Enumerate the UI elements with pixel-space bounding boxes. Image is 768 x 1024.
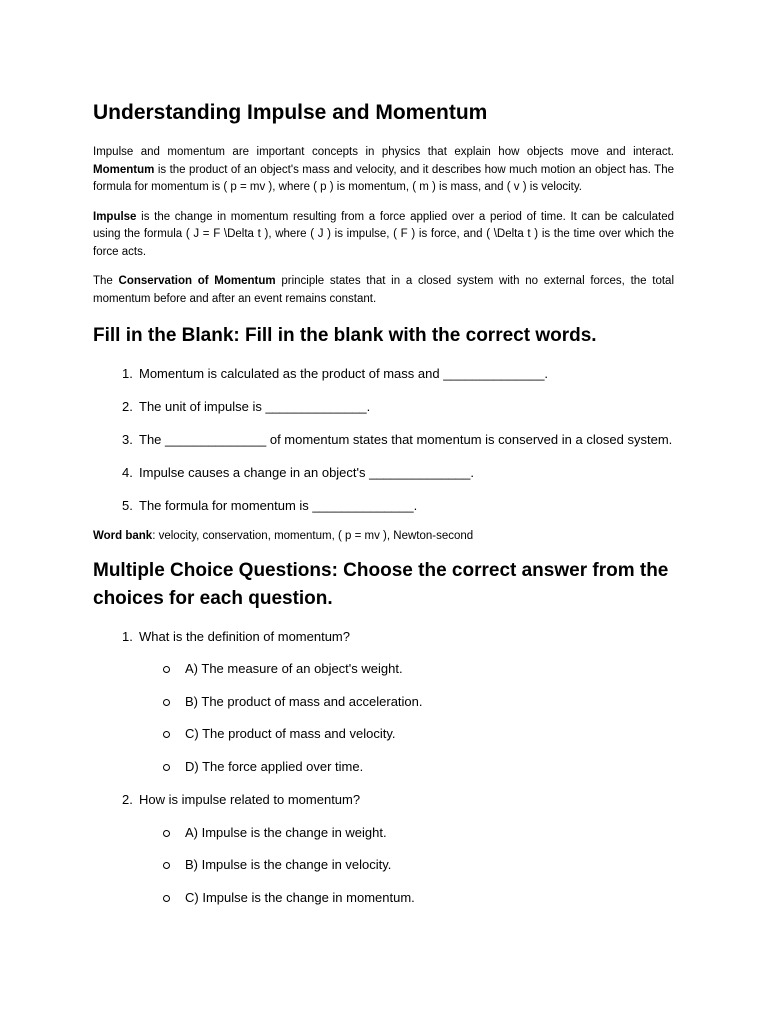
circle-bullet-icon <box>163 862 170 869</box>
multiple-choice-list <box>93 627 674 647</box>
option-text: B) Impulse is the change in velocity. <box>185 857 392 873</box>
item-number: 4. <box>122 465 133 480</box>
item-number: 5. <box>122 498 133 513</box>
document-content <box>93 98 674 908</box>
circle-bullet-icon <box>163 895 170 902</box>
item-text: Impulse causes a change in an object's ______________. <box>139 465 474 480</box>
option-item <box>93 757 674 777</box>
option-item <box>93 692 674 712</box>
intro-text-3: is the change in momentum resulting from a force applied over a period of time. It can be calculated using the formula ( J = F \Delta t ), where ( J ) is impulse, ( F ) is force, and ( \Delta t ) is the time over which the force acts. <box>93 210 674 258</box>
item-number: 1. <box>122 366 133 381</box>
option-text: D) The force applied over time. <box>185 759 364 775</box>
intro-paragraph-2 <box>93 209 674 262</box>
multiple-choice-list-continued <box>93 790 674 810</box>
term-conservation: Conservation of Momentum <box>118 275 276 287</box>
intro-paragraph-1 <box>93 144 674 197</box>
question-1-options <box>93 659 674 777</box>
term-momentum: Momentum <box>93 163 155 176</box>
question-number: 2. <box>122 791 133 807</box>
intro-text-1: Impulse and momentum are important concepts in physics that explain how objects move and interact. <box>93 146 674 158</box>
list-item <box>93 463 674 483</box>
word-bank-label: Word bank <box>93 530 153 542</box>
option-text: C) Impulse is the change in momentum. <box>185 890 415 906</box>
question-2-options <box>93 823 674 908</box>
option-text: A) Impulse is the change in weight. <box>185 824 387 840</box>
item-number: 3. <box>122 432 133 447</box>
option-item <box>93 855 674 875</box>
list-item <box>93 397 674 417</box>
term-impulse: Impulse <box>93 210 137 223</box>
option-text: B) The product of mass and acceleration. <box>185 693 423 709</box>
list-item <box>93 364 674 384</box>
question-number: 1. <box>122 629 133 644</box>
option-item <box>93 888 674 908</box>
option-text: C) The product of mass and velocity. <box>185 726 396 742</box>
circle-bullet-icon <box>163 731 170 738</box>
option-item <box>93 659 674 679</box>
intro-text-4-pre: The <box>93 275 119 287</box>
intro-text-2: is the product of an object's mass and velocity, and it describes how much motion an object has. The formula for momentum is ( p = mv ), where ( p ) is momentum, ( m ) is mass, and ( v ) is velocity. <box>93 163 674 193</box>
circle-bullet-icon <box>163 666 170 673</box>
item-number: 2. <box>122 399 133 414</box>
question-text: How is impulse related to momentum? <box>139 791 361 807</box>
question-item <box>93 627 674 647</box>
option-text: A) The measure of an object's weight. <box>185 661 403 676</box>
item-text: The ______________ of momentum states that momentum is conserved in a closed system. <box>139 432 673 447</box>
question-text: What is the definition of momentum? <box>139 629 350 644</box>
list-item <box>93 430 674 450</box>
intro-text-4: principle states that in a closed system with no external forces, the total momentum before and after an event remains constant. <box>93 275 675 305</box>
multiple-choice-heading: Multiple Choice Questions: Choose the correct answer from the choices for each question. <box>93 560 669 609</box>
circle-bullet-icon <box>163 764 170 771</box>
item-text: Momentum is calculated as the product of mass and ______________. <box>139 366 549 381</box>
page-title: Understanding Impulse and Momentum <box>93 101 488 124</box>
circle-bullet-icon <box>163 830 170 837</box>
option-item <box>93 823 674 843</box>
fill-blank-list <box>93 364 674 516</box>
option-item <box>93 724 674 744</box>
fill-blank-heading: Fill in the Blank: Fill in the blank with the correct words. <box>93 325 597 346</box>
word-bank-text: : velocity, conservation, momentum, ( p = mv ), Newton-second <box>152 530 474 542</box>
item-text: The formula for momentum is ______________. <box>139 498 418 513</box>
item-text: The unit of impulse is ______________. <box>139 399 371 414</box>
word-bank <box>93 528 674 545</box>
question-item <box>93 790 674 810</box>
circle-bullet-icon <box>163 699 170 706</box>
intro-paragraph-3 <box>93 273 674 308</box>
list-item <box>93 496 674 516</box>
